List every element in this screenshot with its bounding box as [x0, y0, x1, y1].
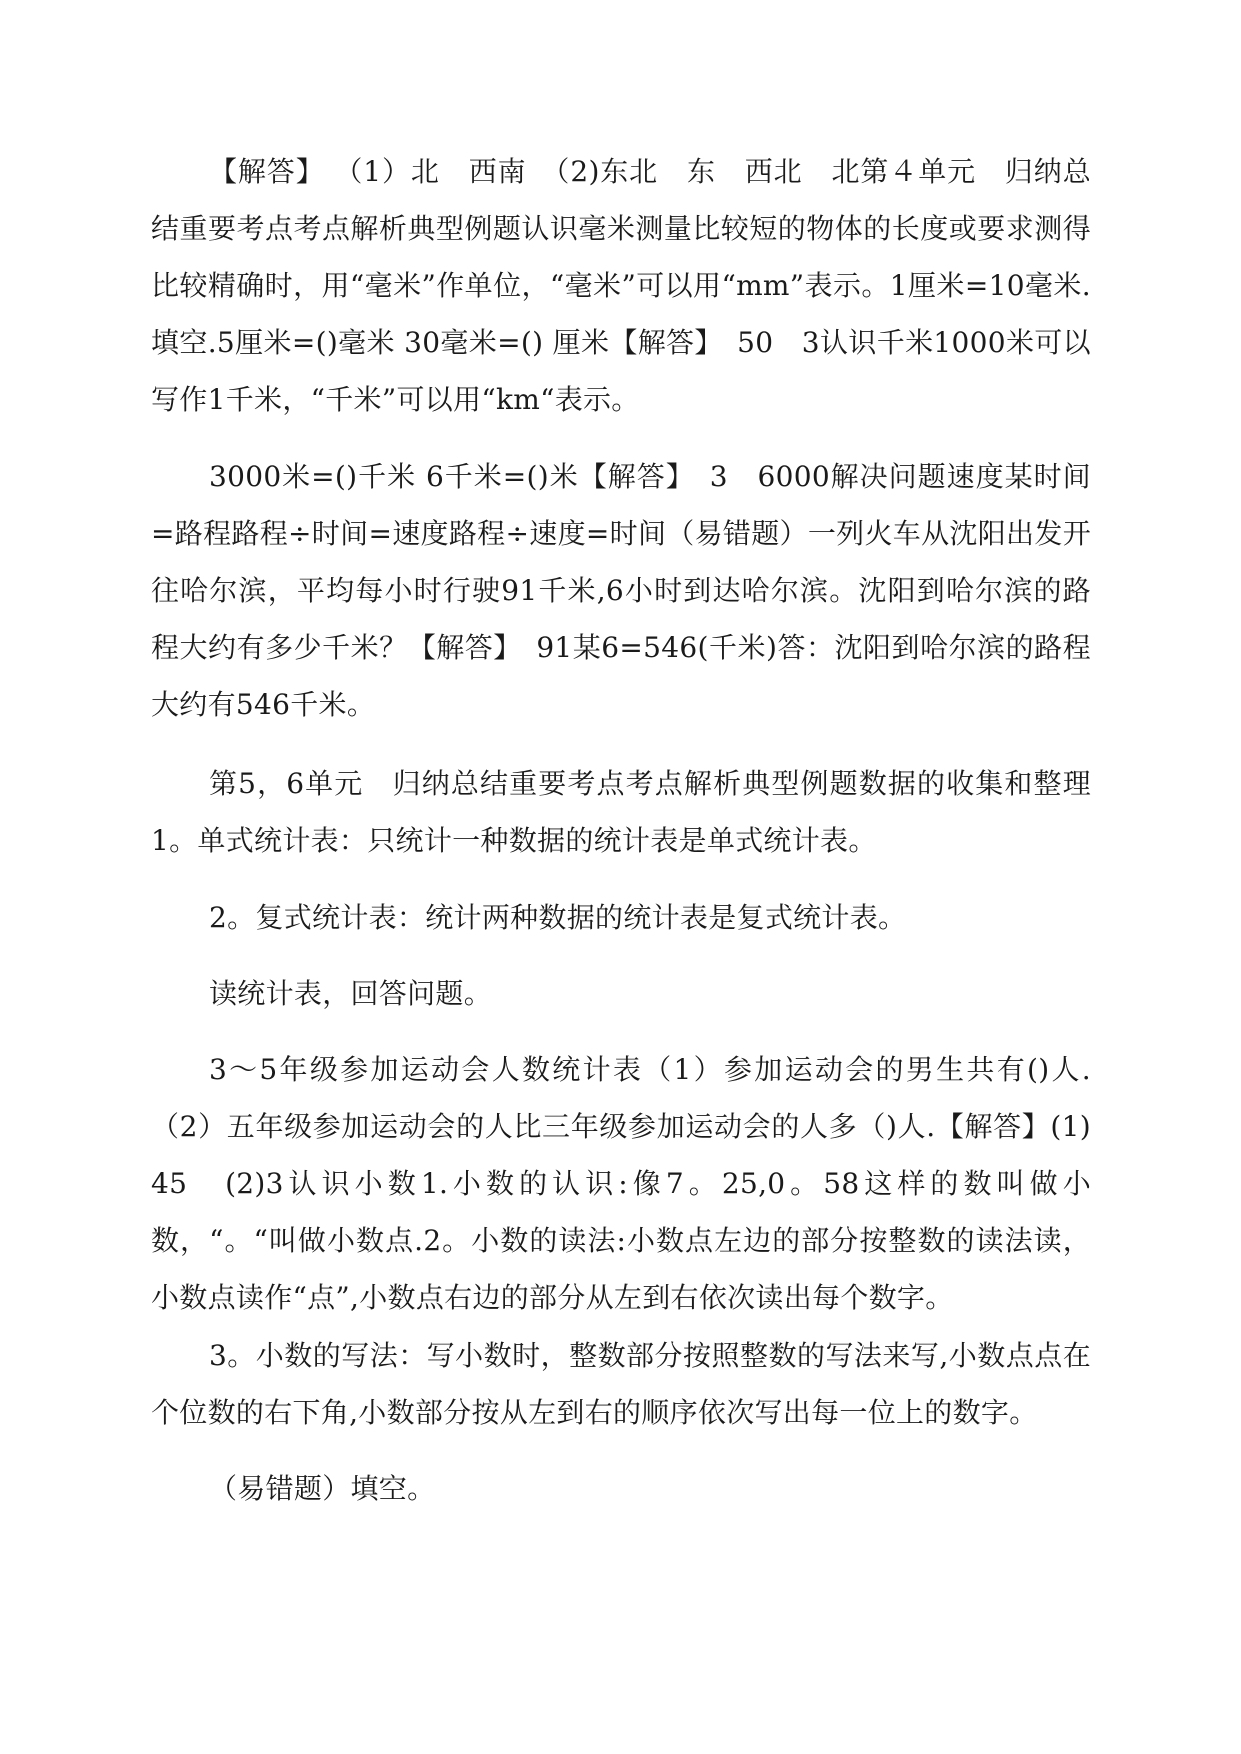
paragraph-sports-meet-decimals: 3～5年级参加运动会人数统计表（1）参加运动会的男生共有()人.（2）五年级参加运动会的人比三年级参加运动会的人多（)人.【解答】(1)45 (2)3认识小数1.小数的认识:像7。25,0。58这样的数叫做小数，“。“叫做小数点.2。小数的读法:小数点左边的部分按整数的读法读，小数点读作“点”,小数点右边的部分从左到右依次读出每个数字。 — [151, 1053, 1091, 1314]
paragraph-fill-blank-heading: （易错题）填空。 — [209, 1472, 436, 1505]
paragraph-read-table: 读统计表，回答问题。 — [209, 977, 493, 1010]
paragraph-decimal-writing: 3。小数的写法：写小数时，整数部分按照整数的写法来写,小数点点在个位数的右下角,小数部分按从左到右的顺序依次写出每一位上的数字。 — [151, 1339, 1091, 1429]
paragraph-compound-table: 2。复式统计表：统计两种数据的统计表是复式统计表。 — [209, 901, 907, 934]
paragraph-unit4-answer: 【解答】 （1）北 西南 （2)东北 东 西北 北第４单元 归纳总结重要考点考点解析典型例题认识毫米测量比较短的物体的长度或要求测得比较精确时，用“毫米”作单位，“毫米”可以用“mm”表示。1厘米=10毫米.填空.5厘米=()毫米 30毫米=() 厘米【解答】 50 3认识千米1000米可以写作1千米，“千米”可以用“km“表示。 — [151, 155, 1091, 416]
paragraph-speed-problem: 3000米=()千米 6千米=()米【解答】 3 6000解决问题速度某时间=路程路程÷时间=速度路程÷速度=时间（易错题）一列火车从沈阳出发开往哈尔滨，平均每小时行驶91千米,6小时到达哈尔滨。沈阳到哈尔滨的路程大约有多少千米？【解答】 91某6=546(千米)答：沈阳到哈尔滨的路程大约有546千米。 — [151, 460, 1091, 721]
paragraph-unit5-6-intro: 第5，6单元 归纳总结重要考点考点解析典型例题数据的收集和整理1。单式统计表：只统计一种数据的统计表是单式统计表。 — [151, 767, 1091, 857]
